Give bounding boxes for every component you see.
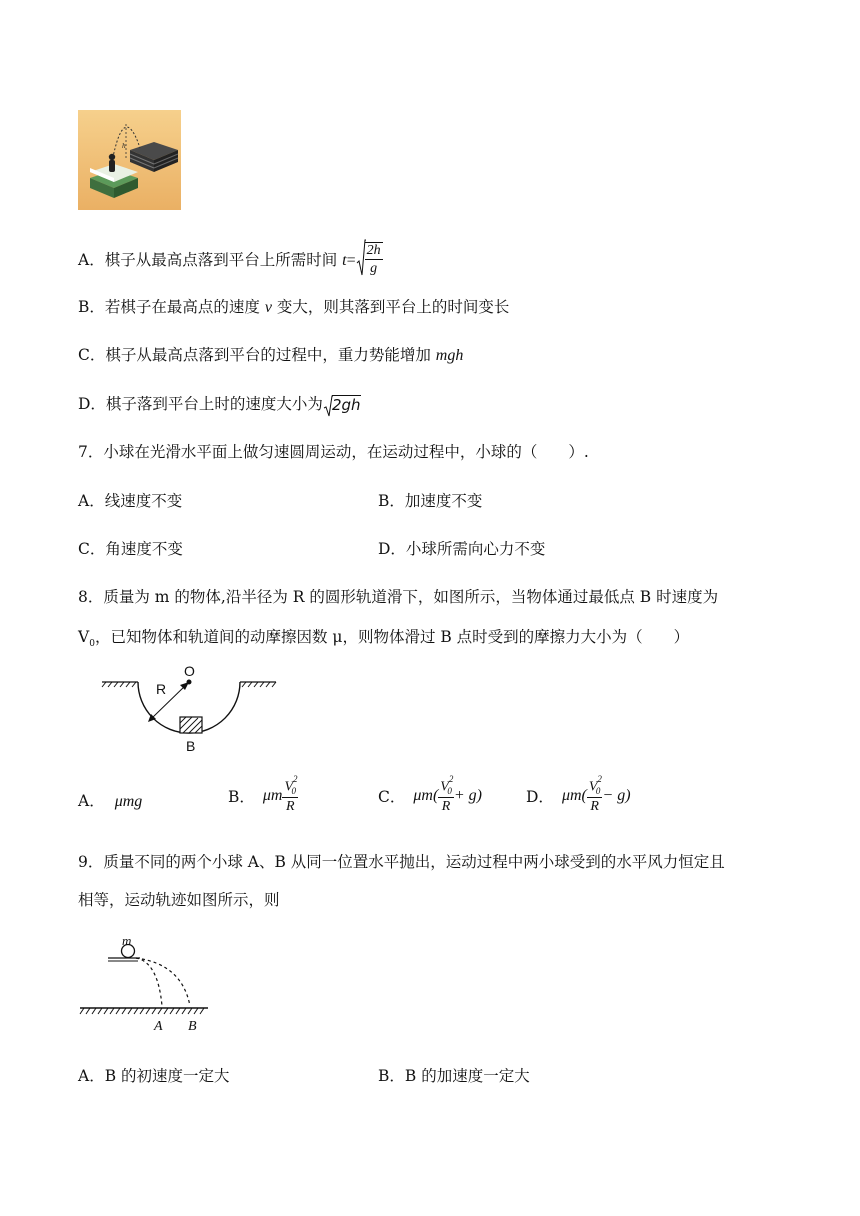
q6-option-a [78, 241, 383, 281]
q6-option-a-eq: = [346, 252, 356, 269]
fig-label-b: B [186, 738, 196, 754]
q9-option-a: A．B 的初速度一定大 [78, 1067, 230, 1085]
q7-option-d: D．小球所需向心力不变 [378, 540, 546, 558]
frac-den: R [441, 799, 451, 815]
q8-stem-line2 [78, 626, 689, 655]
q6-option-c [78, 344, 463, 367]
q8-option-a-label: A． [78, 792, 105, 810]
frac-sub: 0 [447, 786, 452, 797]
q6-option-a-text: A．棋子从最高点落到平台上所需时间 [78, 251, 343, 269]
q6-option-a-var: t [342, 252, 347, 269]
q6-option-d [78, 393, 361, 417]
q8-option-d-pre: μm( [561, 787, 587, 805]
q7-option-c: C．角速度不变 [78, 540, 183, 558]
q6-option-c-expr: mgh [435, 347, 464, 364]
q9-option-b: B．B 的加速度一定大 [378, 1067, 530, 1085]
q6-option-b-var: v [264, 299, 272, 316]
q7-option-b: B．加速度不变 [378, 492, 483, 510]
q8-stem-line1: 8．质量为 m 的物体,沿半径为 R 的圆形轨道滑下，如图所示，当物体通过最低点 B 时速度为 [78, 588, 719, 606]
q8-option-b-frac [282, 774, 298, 815]
q8-option-c-pre: μm( [413, 787, 439, 805]
fig-label-a: A [154, 1019, 163, 1034]
fig-label-b: B [188, 1019, 197, 1034]
q6-option-d-expr: 2gh [331, 395, 361, 414]
q8-option-b-label: B． [228, 788, 255, 807]
frac-sup: 2 [448, 774, 454, 784]
fig-label-r: R [156, 681, 167, 697]
q8-option-a-expr: μmg [114, 793, 143, 810]
q8-option-c-frac [438, 774, 454, 815]
q8-v0: V [78, 628, 90, 646]
q6-option-b-post: 变大，则其落到平台上的时间变长 [271, 298, 510, 316]
q8-option-d [526, 774, 631, 815]
q7-option-a: A．线速度不变 [78, 492, 183, 510]
frac-sup: 2 [293, 774, 298, 784]
fig-label-o: O [184, 663, 195, 679]
frac-sub: 0 [291, 786, 297, 797]
q6-option-b-pre: B．若棋子在最高点的速度 [78, 298, 265, 316]
svg-text:h: h [122, 143, 126, 150]
sqrt-denominator: g [370, 261, 378, 276]
q8-option-d-frac [587, 774, 603, 815]
q8-stem-line2-rest: ，已知物体和轨道间的动摩擦因数 μ，则物体滑过 B 点时受到的摩擦力大小为（ ） [94, 628, 690, 646]
frac-den: R [285, 799, 295, 815]
q8-option-b [228, 774, 298, 815]
q8-option-d-label: D． [526, 788, 554, 807]
q8-option-c-post: + g) [453, 787, 482, 805]
q9-stem-line1: 9．质量不同的两个小球 A、B 从同一位置水平抛出，运动过程中两小球受到的水平风力恒定且 [78, 853, 725, 871]
frac-den: R [590, 799, 599, 815]
frac-num-v: V [440, 779, 449, 795]
q8-v0-sub: 0 [89, 639, 95, 650]
q7-stem: 7．小球在光滑水平面上做匀速圆周运动，在运动过程中，小球的（ ）. [78, 443, 589, 461]
q6-option-b [78, 296, 509, 319]
frac-num-v: V [588, 779, 598, 795]
projectile-figure [78, 932, 220, 1034]
sqrt-expr [323, 394, 361, 417]
sqrt-numerator: 2h [366, 243, 381, 258]
fig-label-m: m [122, 933, 132, 948]
q8-option-c-label: C． [378, 788, 406, 807]
q8-option-c [378, 774, 482, 815]
q6-option-d-pre: D．棋子落到平台上时的速度大小为 [78, 395, 323, 413]
frac-num-v: V [284, 779, 294, 795]
q9-stem-line2: 相等，运动轨迹如图所示，则 [78, 891, 280, 909]
q8-option-d-post: − g) [602, 787, 631, 805]
jump-game-illustration [78, 110, 181, 210]
frac-sup: 2 [597, 774, 602, 784]
frac-sub: 0 [595, 786, 601, 797]
sqrt-fraction [356, 239, 383, 279]
q8-option-a [78, 790, 142, 813]
q8-option-b-pre: μm [262, 787, 283, 805]
q6-option-c-pre: C．棋子从最高点落到平台的过程中，重力势能增加 [78, 346, 436, 364]
circular-track-figure [98, 662, 280, 754]
